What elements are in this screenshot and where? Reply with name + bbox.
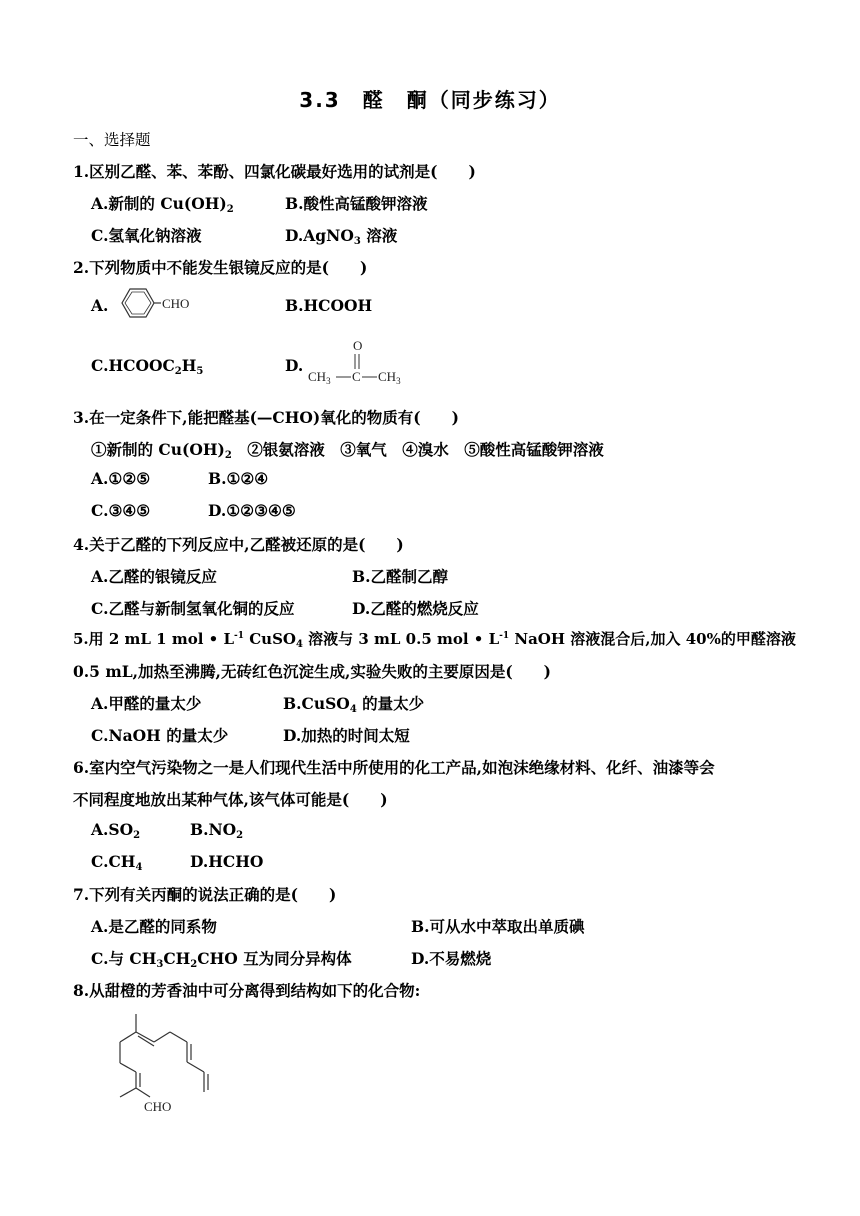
q2-a-cho-label: CHO [162, 296, 190, 311]
q8-cho-label: CHO [144, 1099, 172, 1114]
q1-stem: 1.区别乙醛、苯、苯酚、四氯化碳最好选用的试剂是( ) [73, 162, 476, 181]
q7-stem: 7.下列有关丙酮的说法正确的是( ) [73, 885, 337, 904]
q7-option-c: C.与 $CH_3CH_2CHO$ 互为同分异构体 [91, 949, 352, 970]
svg-text:CH3: $CH_3$ [378, 369, 401, 386]
section-heading: 一、选择题 [73, 131, 151, 149]
q6-option-c: $C.CH_4$ [91, 852, 143, 873]
q7-option-b: B.可从水中萃取出单质碘 [411, 917, 585, 936]
q6-option-b: $B.NO_2$ [190, 820, 244, 841]
q5-option-b: B.CuSO$_4$ 的量太少 [283, 694, 425, 715]
q5-option-c: C.NaOH 的量太少 [91, 726, 229, 745]
q6-option-a: $A.SO_2$ [91, 820, 141, 841]
q1-option-c: C.氢氧化钠溶液 [91, 226, 202, 245]
svg-text:CH3: $CH_3$ [308, 369, 331, 386]
q3-reagent-list: ①新制的 $Cu(OH)_2$ ②银氨溶液 ③氧气 ④溴水 ⑤酸性高锰酸钾溶液 [91, 440, 604, 461]
q6-option-d: D.HCHO [190, 852, 264, 871]
acetone-structure [304, 336, 414, 388]
q5-stem-line2: 0.5 mL,加热至沸腾,无砖红色沉淀生成,实验失败的主要原因是( ) [73, 662, 552, 681]
benzaldehyde-structure [112, 284, 202, 324]
q3-option-b: B.①②④ [208, 469, 269, 488]
q4-option-b: B.乙醛制乙醇 [352, 567, 448, 586]
q4-option-d: D.乙醛的燃烧反应 [352, 599, 479, 618]
q7-option-a: A.是乙醛的同系物 [91, 917, 217, 936]
q1-option-b: B.酸性高锰酸钾溶液 [285, 194, 428, 213]
q2-option-a-label: A. [91, 296, 109, 315]
svg-text:C: C [352, 369, 361, 384]
q8-stem: 8.从甜橙的芳香油中可分离得到结构如下的化合物: [73, 981, 421, 1000]
q2-stem: 2.下列物质中不能发生银镜反应的是( ) [73, 258, 368, 277]
q3-option-d: D.①②③④⑤ [208, 501, 296, 520]
page-title: 3.3 醛 酮（同步练习） [299, 88, 561, 112]
q5-option-a: A.甲醛的量太少 [91, 694, 202, 713]
q3-option-c: C.③④⑤ [91, 501, 151, 520]
q7-option-d: D.不易燃烧 [411, 949, 492, 968]
q5-option-d: D.加热的时间太短 [283, 726, 410, 745]
q1-option-d: D.AgNO$_3$ 溶液 [285, 226, 398, 247]
q2-option-d-label: D. [285, 356, 304, 375]
q2-option-c: $C.HCOOC_2H_5$ [91, 356, 204, 377]
q3-option-a: A.①②⑤ [91, 469, 151, 488]
svg-text:O: O [353, 338, 363, 353]
q6-stem-line1: 6.室内空气污染物之一是人们现代生活中所使用的化工产品,如泡沫绝缘材料、化纤、油漆等会 [73, 758, 715, 777]
q6-stem-line2: 不同程度地放出某种气体,该气体可能是( ) [73, 790, 388, 809]
q5-stem-line1: 5.用 2 mL 1 mol • $L^{-1}$ CuSO$_4$ 溶液与 3 mL 0.5 mol • $L^{-1}$ NaOH 溶液混合后,加入 40%的甲醛溶液 [73, 630, 796, 650]
q2-option-b: B.HCOOH [285, 296, 373, 315]
q4-option-a: A.乙醛的银镜反应 [91, 567, 217, 586]
q3-stem: 3.在一定条件下,能把醛基(—CHO)氧化的物质有( ) [73, 408, 459, 427]
q4-option-c: C.乙醛与新制氢氧化铜的反应 [91, 599, 295, 618]
sinensal-structure [110, 1008, 220, 1120]
q4-stem: 4.关于乙醛的下列反应中,乙醛被还原的是( ) [73, 535, 404, 554]
q1-option-a: A.新制的 $Cu(OH)_2$ [91, 194, 234, 215]
